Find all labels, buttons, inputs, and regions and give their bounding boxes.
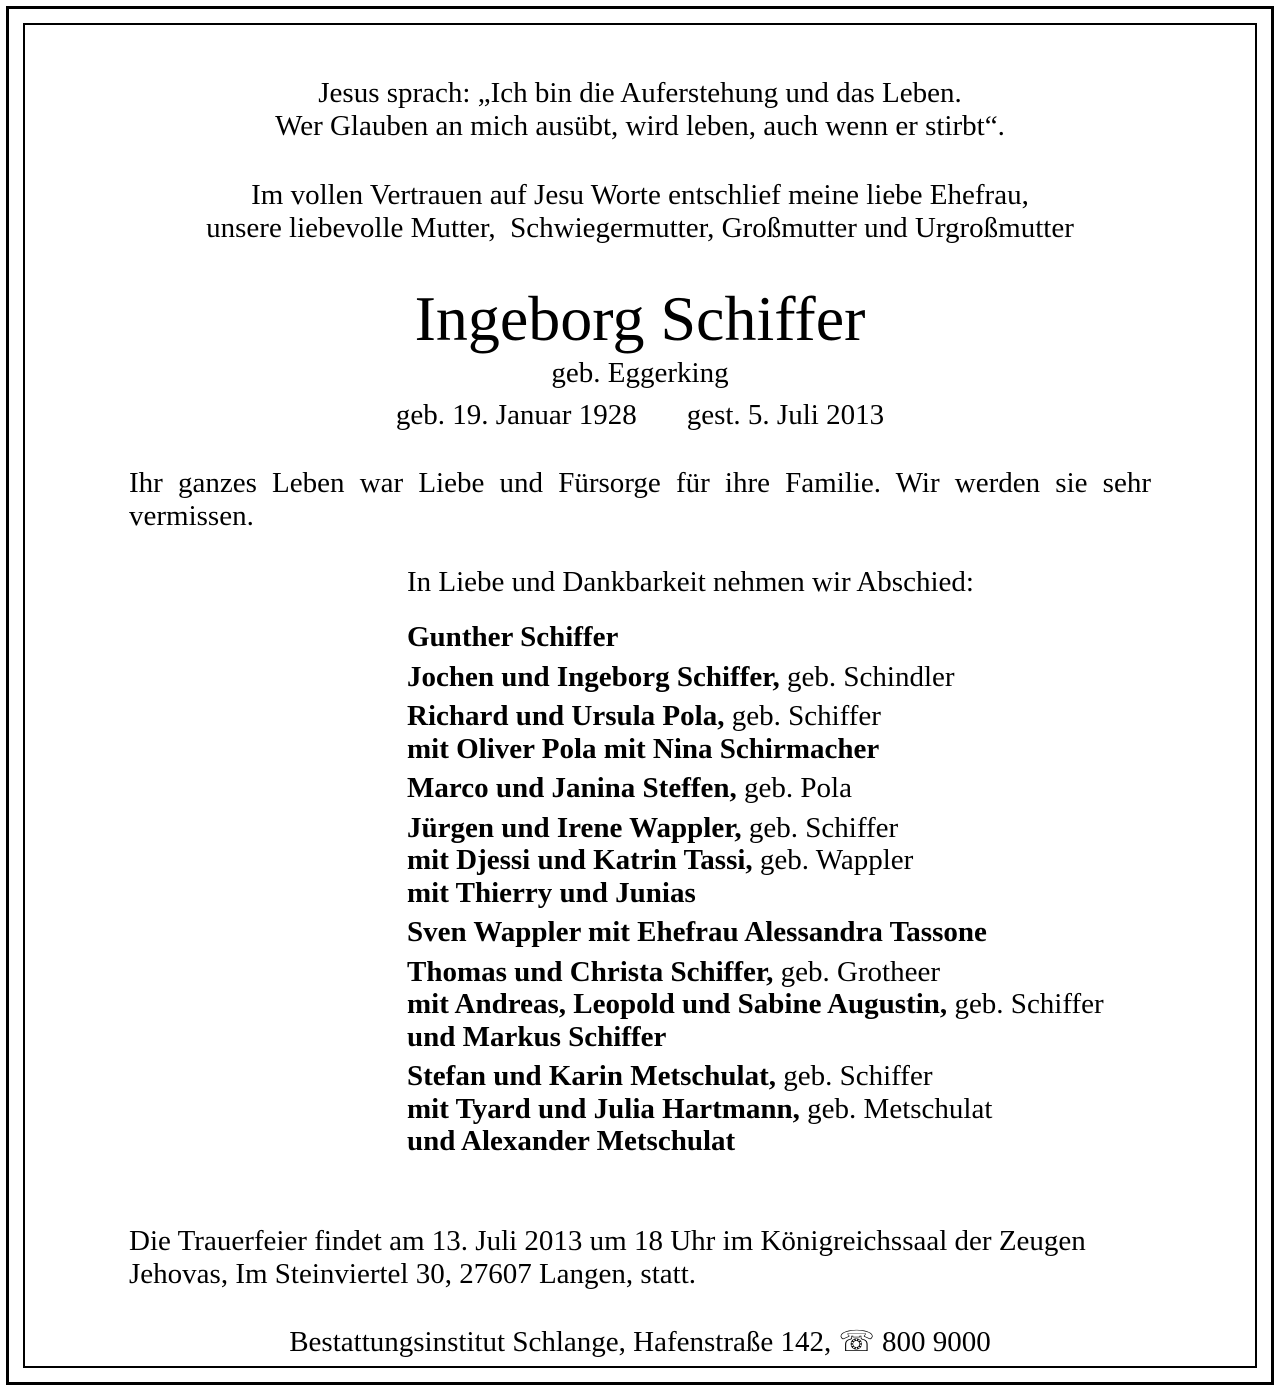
family-member-names: Gunther Schiffer	[407, 621, 619, 653]
family-maiden-note: geb. Grotheer	[773, 955, 941, 988]
family-member-names: und Markus Schiffer	[407, 1020, 667, 1053]
funeral-service-info	[129, 1225, 1151, 1291]
family-group	[407, 916, 1195, 949]
farewell-line: In Liebe und Dankbarkeit nehmen wir Abschied:	[407, 566, 974, 598]
family-line	[407, 988, 1195, 1021]
bible-verse	[25, 77, 1255, 143]
family-line	[407, 772, 1195, 805]
life-dates	[25, 398, 1255, 433]
family-group	[407, 812, 1195, 910]
maiden-name: geb. Eggerking	[551, 357, 729, 389]
family-group	[407, 772, 1195, 805]
family-line	[407, 661, 1195, 694]
family-maiden-note: geb. Schiffer	[724, 700, 881, 732]
family-maiden-note: geb. Schiffer	[741, 811, 899, 844]
verse-line-2: Wer Glauben an mich ausübt, wird leben, auch wenn er stirbt“.	[275, 110, 1005, 142]
family-line	[407, 700, 1195, 733]
family-member-names: Jochen und Ingeborg Schiffer,	[407, 660, 780, 693]
telephone-icon: ☏	[838, 1326, 875, 1358]
intro-line-1: Im vollen Vertrauen auf Jesu Worte entschlief meine liebe Ehefrau,	[251, 179, 1029, 211]
service-line-2: Jehovas, Im Steinviertel 30, 27607 Langen, statt.	[129, 1258, 697, 1290]
family-line	[407, 956, 1195, 989]
undertaker-info	[25, 1325, 1255, 1360]
family-maiden-note: geb. Pola	[736, 772, 852, 804]
family-line	[407, 1060, 1195, 1093]
undertaker-phone: 800 9000	[882, 1326, 991, 1358]
family-maiden-note: geb. Schiffer	[947, 988, 1104, 1020]
family-member-names: mit Andreas, Leopold und Sabine Augustin,	[407, 988, 948, 1020]
family-maiden-note: geb. Schindler	[779, 660, 955, 693]
intro-line-2: unsere liebevolle Mutter, Schwiegermutter, Großmutter und Urgroßmutter	[206, 212, 1074, 244]
family-line	[407, 1125, 1195, 1158]
death-date: gest. 5. Juli 2013	[686, 399, 885, 431]
family-member-names: Richard und Ursula Pola,	[407, 700, 725, 732]
tribute-text: Ihr ganzes Leben war Liebe und Fürsorge für ihre Familie. Wir werden sie sehr vermissen.	[129, 467, 1151, 532]
family-line	[407, 733, 1195, 766]
family-line	[407, 1021, 1195, 1054]
family-maiden-note: geb. Schiffer	[775, 1060, 933, 1092]
family-list	[407, 621, 1195, 1165]
birth-date: geb. 19. Januar 1928	[395, 399, 637, 431]
family-member-names: Stefan und Karin Metschulat,	[407, 1060, 776, 1092]
family-member-names: mit Djessi und Katrin Tassi,	[407, 844, 753, 876]
family-member-names: mit Thierry und Junias	[407, 876, 696, 909]
family-group	[407, 1060, 1195, 1158]
family-line	[407, 916, 1195, 949]
family-group	[407, 621, 1195, 654]
outer-border	[6, 6, 1274, 1385]
family-maiden-note: geb. Wappler	[752, 844, 914, 876]
inner-border	[23, 23, 1257, 1368]
family-maiden-note: geb. Metschulat	[799, 1092, 993, 1125]
family-member-names: mit Oliver Pola mit Nina Schirmacher	[407, 732, 880, 765]
family-member-names: mit Tyard und Julia Hartmann,	[407, 1092, 800, 1125]
family-group	[407, 661, 1195, 694]
family-member-names: Marco und Janina Steffen,	[407, 772, 737, 804]
verse-line-1: Jesus sprach: „Ich bin die Auferstehung und das Leben.	[318, 77, 962, 109]
family-line	[407, 621, 1195, 654]
family-line	[407, 1093, 1195, 1126]
intro-text	[25, 179, 1255, 245]
family-member-names: Thomas und Christa Schiffer,	[407, 955, 774, 988]
service-line-1: Die Trauerfeier findet am 13. Juli 2013 um 18 Uhr im Königreichssaal der Zeugen	[129, 1225, 1086, 1257]
deceased-name: Ingeborg Schiffer	[414, 283, 866, 354]
family-member-names: Sven Wappler mit Ehefrau Alessandra Tassone	[407, 916, 987, 948]
family-member-names: Jürgen und Irene Wappler,	[407, 811, 742, 844]
family-line	[407, 877, 1195, 910]
family-line	[407, 812, 1195, 845]
family-group	[407, 700, 1195, 765]
family-line	[407, 844, 1195, 877]
undertaker-name-address: Bestattungsinstitut Schlange, Hafenstraße 142,	[289, 1326, 832, 1358]
family-group	[407, 956, 1195, 1054]
family-member-names: und Alexander Metschulat	[407, 1125, 736, 1157]
